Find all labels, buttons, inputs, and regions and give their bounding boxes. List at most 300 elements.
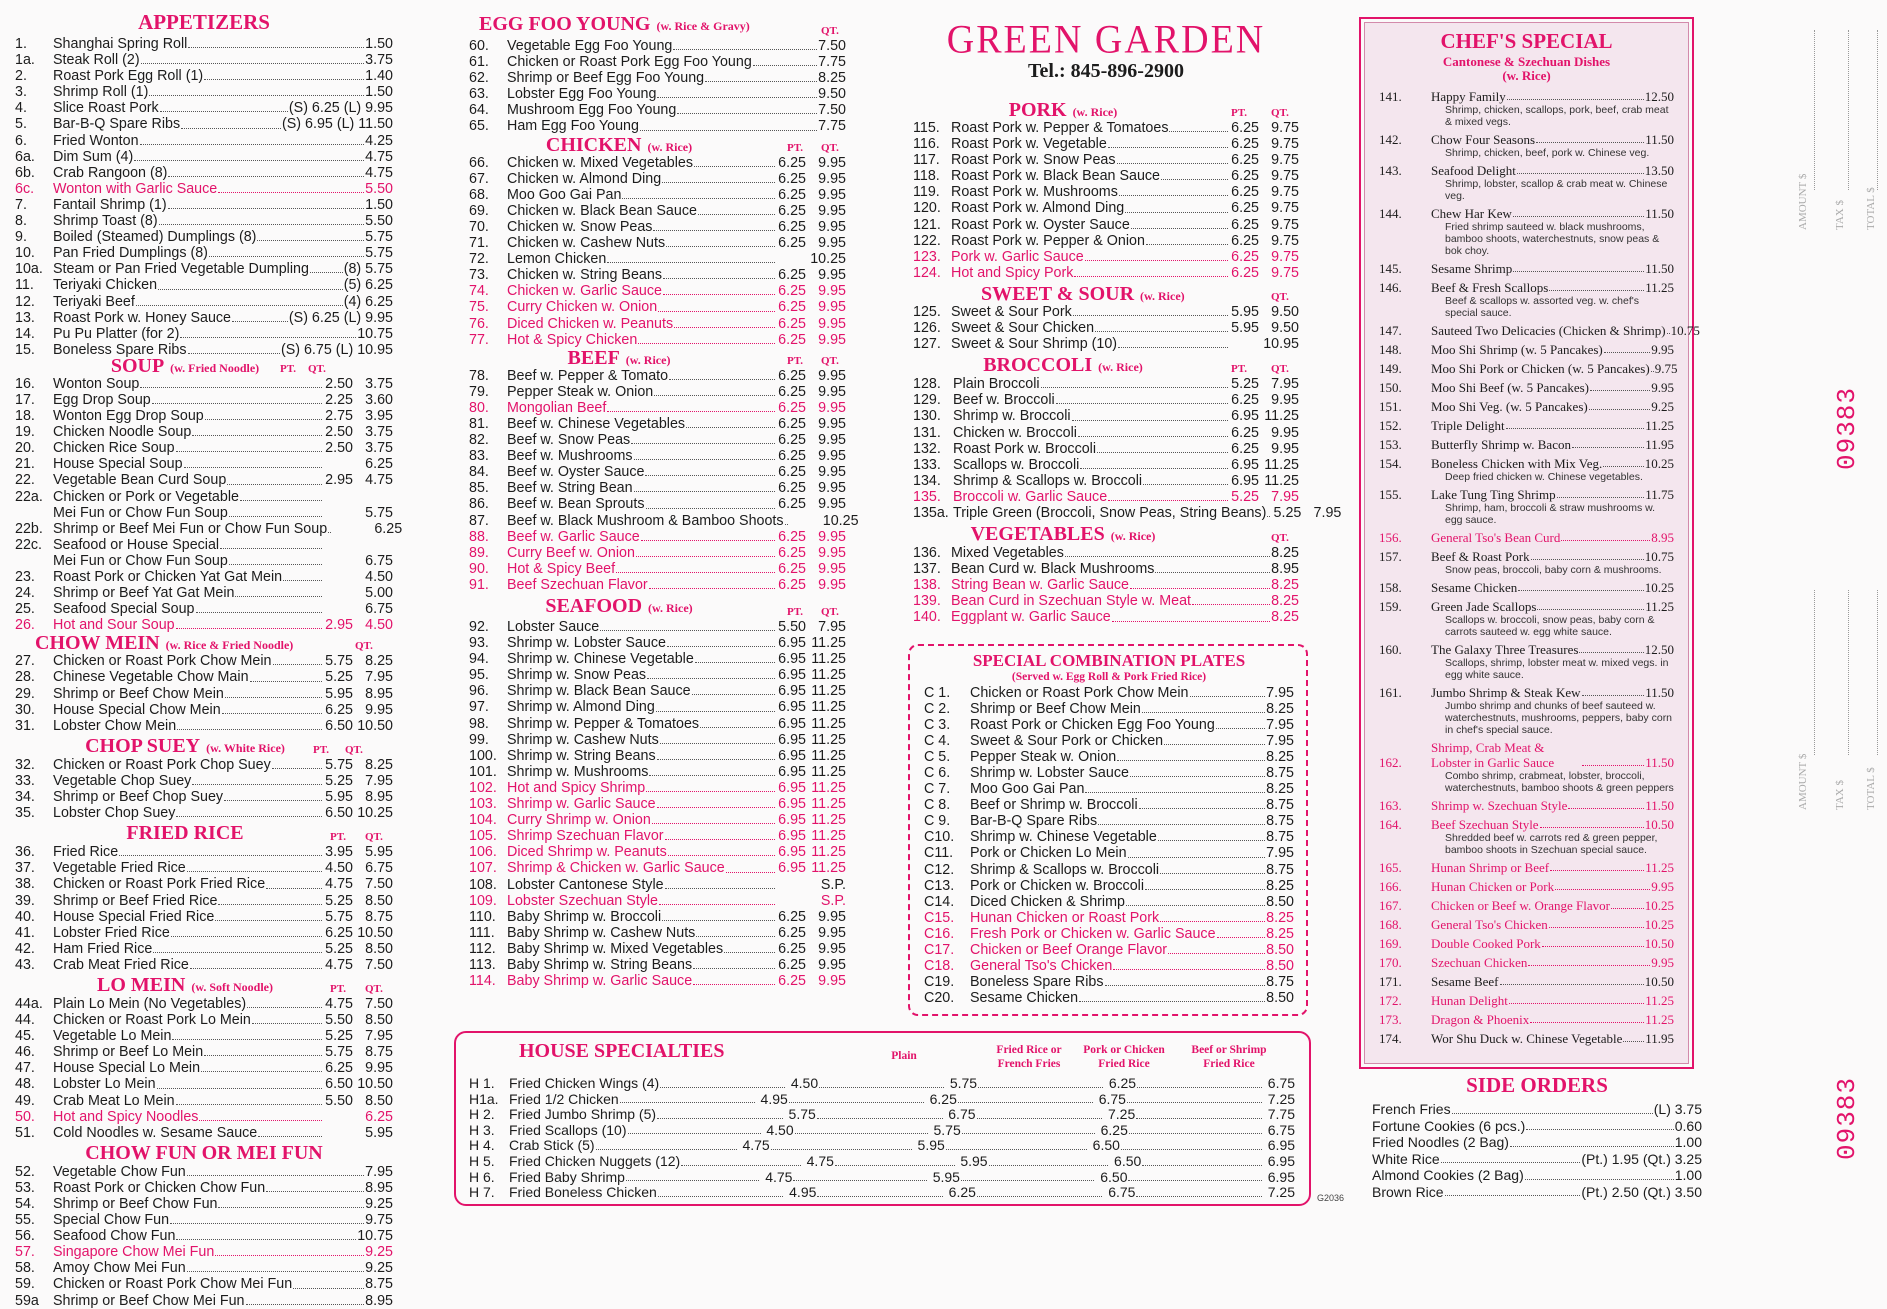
menu-item: C 5. Pepper Steak w. Onion 8.25 [924, 748, 1294, 765]
menu-item: 132. Roast Pork w. Broccoli 6.25 9.95 [913, 440, 1299, 457]
menu-item: 1. Shanghai Spring Roll 1.50 [15, 36, 393, 52]
menu-item: 94. Shrimp w. Chinese Vegetable 6.95 11.25 [469, 651, 846, 668]
menu-item: 149. Moo Shi Pork or Chicken (w. 5 Pancakes) 9.75 [1379, 361, 1678, 376]
menu-item: 160. The Galaxy Three Treasures 12.50 [1379, 642, 1674, 657]
leader-dots [1531, 559, 1644, 560]
menu-item: 79. Pepper Steak w. Onion 6.25 9.95 [469, 383, 846, 400]
menu-item: 116. Roast Pork w. Vegetable 6.25 9.75 [913, 136, 1299, 153]
side-orders-title: SIDE ORDERS [1466, 1073, 1608, 1097]
menu-item: 42. Ham Fried Rice 5.25 8.50 [15, 940, 393, 957]
leader-dots [293, 1288, 364, 1289]
section-title-soup: SOUP (w. Fried Noodle) PT. QT. [110, 354, 326, 377]
leader-dots [631, 443, 775, 444]
restaurant-phone: Tel.: 845-896-2900 [1028, 60, 1184, 82]
leader-dots [1506, 428, 1645, 429]
menu-item: 54. Shrimp or Beef Chow Fun 9.25 [15, 1196, 393, 1212]
menu-item: 162. Shrimp, Crab Meat & Lobster in Garlic Sauce 11.50 [1379, 740, 1674, 770]
leader-dots [1190, 696, 1266, 697]
menu-item: 38. Chicken or Roast Pork Fried Rice 4.75 7.50 [15, 876, 393, 893]
menu-item: 43. Crab Meat Fried Rice 4.75 7.50 [15, 956, 393, 973]
menu-item-description: Shrimp, ham, broccoli & straw mushrooms w. egg sauce. [1445, 502, 1656, 526]
leader-dots [136, 305, 343, 306]
menu-item: 10. Pan Fried Dumplings (8) 5.75 [15, 245, 393, 262]
menu-item: 152. Triple Delight 11.25 [1379, 418, 1674, 433]
leader-dots [232, 321, 288, 322]
serial-number-2: 09383 [1832, 1076, 1862, 1160]
menu-item: 51. Cold Noodles w. Sesame Sauce 5.95 [15, 1124, 393, 1141]
menu-item: 120. Roast Pork w. Almond Ding 6.25 9.75 [913, 200, 1299, 217]
leader-dots [1113, 969, 1265, 970]
menu-item: 140. Eggplant w. Garlic Sauce 8.25 [913, 609, 1299, 626]
combination-subtitle: (Served w. Egg Roll & Pork Fried Rice) [1011, 670, 1207, 683]
leader-dots [187, 871, 322, 872]
menu-item: 11. Teriyaki Chicken (5) 6.25 [15, 277, 393, 294]
lo-mein-list [15, 996, 393, 1141]
leader-dots [674, 327, 775, 328]
leader-dots [190, 968, 322, 969]
leader-dots [1561, 540, 1650, 541]
menu-item: 22. Vegetable Bean Curd Soup 2.95 4.75 [15, 472, 393, 489]
leader-dots [693, 968, 775, 969]
menu-item: 143. Seafood Delight 13.50 [1379, 163, 1674, 178]
menu-item: 71. Chicken w. Cashew Nuts 6.25 9.95 [469, 235, 846, 252]
menu-item: 131. Chicken w. Broccoli 6.25 9.95 [913, 424, 1299, 441]
menu-item: 74. Chicken w. Garlic Sauce 6.25 9.95 [469, 283, 846, 300]
leader-dots [168, 208, 365, 209]
leader-dots [141, 63, 365, 64]
leader-dots [119, 855, 322, 856]
leader-dots [1098, 824, 1265, 825]
menu-item-description: Shrimp, chicken, beef, pork w. Chinese veg. [1445, 147, 1650, 159]
leader-dots [724, 952, 775, 953]
leader-dots [640, 130, 817, 131]
leader-dots [1611, 908, 1644, 909]
menu-item: 32. Chicken or Roast Pork Chop Suey 5.75 8.25 [15, 756, 393, 773]
leader-dots [1537, 609, 1644, 610]
leader-dots [218, 904, 322, 905]
leader-dots [1513, 216, 1644, 217]
leader-dots [1513, 271, 1644, 272]
menu-item: 121. Roast Pork w. Oyster Sauce 6.25 9.75 [913, 216, 1299, 233]
leader-dots [328, 532, 331, 533]
menu-item: 166. Hunan Chicken or Pork 9.95 [1379, 879, 1674, 894]
menu-item: 5. Bar-B-Q Spare Ribs (S) 6.95 (L) 11.50 [15, 116, 393, 133]
menu-item-description: Scallops w. broccoli, snow peas, baby corn & carrots sauteed w. egg white sauce. [1445, 614, 1655, 638]
leader-dots [600, 630, 775, 631]
menu-item: 87. Beef w. Black Mushroom & Bamboo Shoots 10.25 [469, 512, 859, 529]
leader-dots [1136, 1118, 1262, 1119]
menu-item: 12. Teriyaki Beef (4) 6.25 [15, 293, 393, 310]
menu-item: 167. Chicken or Beef w. Orange Flavor 10.25 [1379, 898, 1674, 913]
serial-number-1: 09383 [1832, 386, 1862, 470]
leader-dots [1095, 331, 1228, 332]
menu-item: 80. Mongolian Beef 6.25 9.95 [469, 399, 846, 416]
leader-dots [653, 230, 775, 231]
menu-item: C18. General Tso's Chicken 8.50 [924, 958, 1294, 975]
leader-dots [700, 727, 775, 728]
leader-dots [188, 353, 280, 354]
leader-dots [638, 343, 775, 344]
leader-dots [1579, 652, 1643, 653]
menu-item: 148. Moo Shi Shrimp (w. 5 Pancakes) 9.95 [1379, 342, 1674, 357]
leader-dots [1073, 315, 1228, 316]
menu-item-description: Scallops, shrimp, lobster meat w. mixed vegs. in egg white sauce. [1445, 657, 1669, 681]
leader-dots [1542, 946, 1644, 947]
menu-item: C15. Hunan Chicken or Roast Pork 8.25 [924, 909, 1294, 926]
leader-dots [793, 1180, 927, 1181]
leader-dots [668, 855, 775, 856]
leader-dots [1079, 1001, 1265, 1002]
sweet-sour-list [913, 304, 1299, 352]
leader-dots [215, 1255, 364, 1256]
combination-title: SPECIAL COMBINATION PLATES [972, 650, 1246, 670]
menu-item: 22c. Seafood or House Special [15, 537, 393, 553]
menu-item: 126. Sweet & Sour Chicken 5.95 9.50 [913, 320, 1299, 337]
leader-dots [1536, 142, 1644, 143]
menu-item-description: Combo shrimp, crabmeat, lobster, broccoli, waterchestnuts, bamboo shoots & green peppers [1445, 770, 1674, 794]
menu-item: 61. Chicken or Roast Pork Egg Foo Young 7.75 [469, 54, 846, 71]
menu-item: 60. Vegetable Egg Foo Young 7.50 [469, 38, 846, 54]
menu-item: C 7. Moo Goo Gai Pan 8.25 [924, 781, 1294, 798]
leader-dots [180, 337, 356, 338]
leader-dots [220, 548, 322, 549]
leader-dots [1164, 744, 1265, 745]
leader-dots [695, 662, 775, 663]
menu-item: 122. Roast Pork w. Pepper & Onion 6.25 9.75 [913, 232, 1299, 249]
leader-dots [817, 1196, 943, 1197]
leader-dots [176, 1104, 322, 1105]
amount-line-2 [1814, 590, 1815, 755]
leader-dots [958, 1102, 1093, 1103]
menu-item: 55. Special Chow Fun 9.75 [15, 1212, 393, 1229]
menu-item: 91. Beef Szechuan Flavor 6.25 9.95 [469, 576, 846, 593]
leader-dots [1441, 1162, 1581, 1163]
leader-dots [645, 475, 775, 476]
leader-dots [196, 612, 323, 613]
leader-dots [1136, 1196, 1262, 1197]
soup-list [15, 375, 403, 634]
menu-item: 145. Sesame Shrimp 11.50 [1379, 261, 1674, 276]
section-title-lo-mein: LO MEIN (w. Soft Noodle) PT. QT. [96, 973, 383, 996]
leader-dots [660, 1087, 785, 1088]
menu-item: 123. Pork w. Garlic Sauce 6.25 9.75 [913, 248, 1299, 265]
leader-dots [1550, 870, 1644, 871]
tax-line-2 [1848, 590, 1849, 755]
menu-item-description: Fried shrimp sauteed w. black mushrooms, bamboo shoots, waterchestnuts, snow peas & bok choy. [1445, 221, 1660, 257]
menu-item: 75. Curry Chicken w. Onion 6.25 9.95 [469, 299, 846, 316]
menu-item: 111. Baby Shrimp w. Cashew Nuts 6.25 9.95 [469, 924, 846, 941]
leader-dots [659, 904, 775, 905]
menu-item: 90. Hot & Spicy Beef 6.25 9.95 [469, 560, 846, 577]
leader-dots [658, 1196, 784, 1197]
house-col-fries: Fried Rice or French Fries [996, 1044, 1062, 1070]
menu-item: 34. Shrimp or Beef Chop Suey 5.95 8.95 [15, 789, 393, 806]
leader-dots [1130, 588, 1270, 589]
menu-item: French Fries (L) 3.75 [1372, 1101, 1702, 1117]
leader-dots [1568, 808, 1644, 809]
leader-dots [693, 984, 775, 985]
leader-dots [626, 1180, 760, 1181]
menu-item: 161. Jumbo Shrimp & Steak Kew 11.50 [1379, 685, 1674, 700]
menu-item: 53. Roast Pork or Chicken Chow Fun 8.95 [15, 1179, 393, 1196]
leader-dots [1509, 1003, 1644, 1004]
leader-dots [1651, 371, 1654, 372]
menu-item: 173. Dragon & Phoenix 11.25 [1379, 1012, 1674, 1027]
menu-item: Mei Fun or Chow Fun Soup 5.75 [53, 504, 393, 521]
leader-dots [1555, 889, 1650, 890]
total-label-1: TOTAL $ [1865, 187, 1877, 230]
menu-item: 144. Chew Har Kew 11.50 [1379, 206, 1674, 221]
leader-dots [1105, 985, 1266, 986]
leader-dots [1528, 965, 1650, 966]
leader-dots [160, 111, 288, 112]
menu-item: 142. Chow Four Seasons 11.50 [1379, 132, 1674, 147]
leader-dots [176, 816, 322, 817]
leader-dots [1108, 147, 1228, 148]
beef-list [469, 367, 859, 593]
leader-dots [662, 182, 775, 183]
tax-label-2: TAX $ [1834, 780, 1846, 810]
menu-item: H 7. Fried Boneless Chicken 4.95 6.25 6.75 7.25 [469, 1184, 1295, 1201]
menu-item: 101. Shrimp w. Mushrooms 6.95 11.25 [469, 763, 846, 780]
leader-dots [1217, 937, 1266, 938]
leader-dots [646, 508, 776, 509]
leader-dots [785, 524, 788, 525]
menu-item: 154. Boneless Chicken with Mix Veg. 10.25 [1379, 456, 1674, 471]
leader-dots [229, 564, 322, 565]
menu-item: 65. Ham Egg Foo Young 7.75 [469, 118, 846, 135]
leader-dots [657, 807, 775, 808]
leader-dots [977, 1118, 1103, 1119]
menu-item: 21. House Special Soup 6.25 [15, 456, 393, 473]
menu-item: 6c. Wonton with Garlic Sauce 5.50 [15, 180, 393, 197]
menu-item-description: Shredded beef w. carrots red & green pepper, bamboo shoots in Szechuan special sauce. [1445, 832, 1658, 856]
leader-dots [168, 176, 364, 177]
menu-item: 6a. Dim Sum (4) 4.75 [15, 148, 393, 165]
menu-item: 88. Beef w. Garlic Sauce 6.25 9.95 [469, 528, 846, 545]
menu-item: 93. Shrimp w. Lobster Sauce 6.95 11.25 [469, 635, 846, 652]
menu-item: 135a. Triple Green (Broccoli, Snow Peas, String Beans) 5.25 7.95 [913, 504, 1342, 521]
leader-dots [1112, 621, 1270, 622]
leader-dots [649, 588, 775, 589]
menu-item: 41. Lobster Fried Rice 6.25 10.50 [15, 924, 393, 941]
leader-dots [246, 1304, 365, 1305]
menu-item: 84. Beef w. Oyster Sauce 6.25 9.95 [469, 464, 846, 481]
leader-dots [1603, 466, 1643, 467]
section-title-chow-mein: CHOW MEIN (w. Rice & Fried Noodle) QT. [35, 632, 373, 655]
menu-item: 115. Roast Pork w. Pepper & Tomatoes 6.25 9.75 [913, 120, 1299, 136]
leader-dots [250, 681, 322, 682]
leader-dots [187, 1175, 364, 1176]
leader-dots [646, 791, 775, 792]
leader-dots [209, 256, 364, 257]
menu-item: 134. Shrimp & Scallops w. Broccoli 6.95 11.25 [913, 472, 1299, 489]
menu-item: 52. Vegetable Chow Fun 7.95 [15, 1163, 393, 1180]
leader-dots [1085, 792, 1265, 793]
pork-list [913, 120, 1299, 281]
leader-dots [978, 1087, 1103, 1088]
house-specialties-box [454, 1031, 1311, 1206]
section-title-pork: PORK (w. Rice) PT. QT. [1008, 99, 1289, 121]
leader-dots [158, 289, 343, 290]
menu-item: 141. Happy Family 12.50 [1379, 89, 1674, 104]
leader-dots [140, 144, 365, 145]
seafood-list [469, 619, 846, 989]
menu-item: 104. Curry Shrimp w. Onion 6.95 11.25 [469, 812, 846, 829]
house-col-pork: Pork or Chicken Fried Rice [1083, 1044, 1165, 1070]
leader-dots [1525, 1179, 1674, 1180]
leader-dots [705, 81, 817, 82]
leader-dots [187, 1271, 364, 1272]
leader-dots [694, 166, 775, 167]
menu-item: 44a. Plain Lo Mein (No Vegetables) 4.75 7.50 [15, 995, 393, 1012]
menu-item: C 2. Shrimp or Beef Chow Mein 8.25 [924, 700, 1294, 717]
menu-item: 146. Beef & Fresh Scallops 11.25 [1379, 280, 1674, 295]
leader-dots [652, 823, 775, 824]
chefs-special-title: CHEF'S SPECIAL [1440, 29, 1613, 53]
menu-item: 147. Sauteed Two Delicacies (Chicken & Shrimp) 10.75 [1379, 323, 1700, 338]
leader-dots [656, 711, 775, 712]
menu-item: 114. Baby Shrimp w. Garlic Sauce 6.25 9.95 [469, 973, 846, 990]
total-label-2: TOTAL $ [1865, 767, 1877, 810]
leader-dots [181, 128, 281, 129]
leader-dots [662, 920, 775, 921]
leader-dots [647, 678, 775, 679]
leader-dots [170, 1223, 364, 1224]
menu-item: 73. Chicken w. String Beans 6.25 9.95 [469, 267, 846, 284]
amount-label-2: AMOUNT $ [1797, 753, 1809, 810]
house-specialties-list [469, 1076, 1295, 1201]
menu-item-description: Shrimp, lobster, scallop & crab meat w. Chinese veg. [1445, 178, 1668, 202]
leader-dots [663, 294, 775, 295]
leader-dots [1125, 212, 1228, 213]
menu-item: 4. Slice Roast Pork (S) 6.25 (L) 9.95 [15, 100, 393, 117]
menu-item: C11. Pork or Chicken Lo Mein 7.95 [924, 845, 1294, 862]
menu-item: C16. Fresh Pork or Chicken w. Garlic Sauce 8.25 [924, 925, 1294, 942]
leader-dots [240, 500, 322, 501]
menu-item: 31. Lobster Chow Mein 6.50 10.50 [15, 717, 393, 734]
leader-dots [192, 435, 322, 436]
leader-dots [205, 419, 322, 420]
leader-dots [1097, 452, 1228, 453]
leader-dots [1158, 840, 1265, 841]
leader-dots [1549, 290, 1644, 291]
menu-item: 159. Green Jade Scallops 11.25 [1379, 599, 1674, 614]
menu-item: 103. Shrimp w. Garlic Sauce 6.95 11.25 [469, 796, 846, 813]
leader-dots [596, 1149, 737, 1150]
menu-item: 89. Curry Beef w. Onion 6.25 9.95 [469, 544, 846, 561]
house-col-beef: Beef or Shrimp Fried Rice [1191, 1044, 1267, 1070]
leader-dots [1121, 1149, 1262, 1150]
menu-item: 76. Diced Chicken w. Peanuts 6.25 9.95 [469, 315, 846, 332]
menu-item-description: Snow peas, broccoli, baby corn & mushrooms. [1445, 564, 1662, 576]
print-code: G2036 [1317, 1193, 1345, 1203]
menu-item: 59a Shrimp or Beef Chow Mei Fun 8.95 [15, 1292, 393, 1309]
menu-item: 95. Shrimp w. Snow Peas 6.95 11.25 [469, 667, 846, 684]
combination-box [908, 644, 1308, 1017]
leader-dots [1540, 827, 1644, 828]
menu-item: 107. Shrimp & Chicken w. Garlic Sauce 6.95 11.25 [469, 860, 846, 877]
restaurant-logo: GREEN GARDEN [946, 18, 1266, 63]
column-2 [469, 0, 859, 990]
menu-item: 39. Shrimp or Beef Fried Rice 5.25 8.50 [15, 892, 393, 909]
menu-item: 18. Wonton Egg Drop Soup 2.75 3.95 [15, 408, 393, 425]
menu-item: 70. Chicken w. Snow Peas 6.25 9.95 [469, 218, 846, 235]
leader-dots [819, 1087, 944, 1088]
leader-dots [310, 272, 343, 273]
menu-item: 158. Sesame Chicken 10.25 [1379, 580, 1674, 595]
leader-dots [134, 160, 364, 161]
leader-dots [1117, 163, 1229, 164]
leader-dots [1589, 409, 1651, 410]
menu-item: 151. Moo Shi Veg. (w. 5 Pancakes) 9.25 [1379, 399, 1674, 414]
leader-dots [1128, 857, 1266, 858]
leader-dots [795, 1133, 928, 1134]
menu-item: H 5. Fried Chicken Nuggets (12) 4.75 5.95 6.50 6.95 [469, 1152, 1295, 1169]
leader-dots [607, 411, 775, 412]
section-title-chow-fun: CHOW FUN OR MEI FUN [85, 1141, 323, 1164]
menu-item: 124. Hot and Spicy Pork 6.25 9.75 [913, 264, 1299, 281]
leader-dots [628, 1133, 761, 1134]
column-1 [15, 0, 403, 1309]
leader-dots [657, 759, 775, 760]
chefs-special-subtitle-2: (w. Rice) [1502, 68, 1551, 83]
leader-dots [649, 775, 775, 776]
menu-item: 109. Lobster Szechuan Style S.P. [469, 892, 846, 909]
menu-item: 171. Sesame Beef 10.50 [1379, 974, 1674, 989]
menu-item: 165. Hunan Shrimp or Beef 11.25 [1379, 860, 1674, 875]
menu-item: H 6. Fried Baby Shrimp 4.75 5.95 6.50 6.95 [469, 1168, 1295, 1185]
side-orders-list [1372, 1101, 1702, 1200]
leader-dots [1526, 1129, 1673, 1130]
chefs-special-panel [1359, 17, 1700, 1069]
menu-item: 150. Moo Shi Beef (w. 5 Pancakes) 9.95 [1379, 380, 1674, 395]
menu-item: 59. Chicken or Roast Pork Chow Mei Fun 8.75 [15, 1276, 393, 1293]
menu-item: 96. Shrimp w. Black Bean Sauce 6.95 11.25 [469, 683, 846, 700]
menu-item: 106. Diced Shrimp w. Peanuts 6.95 11.25 [469, 844, 846, 861]
leader-dots [962, 1133, 1095, 1134]
leader-dots [1500, 984, 1644, 985]
menu-item: 92. Lobster Sauce 5.50 7.95 [469, 619, 846, 635]
chicken-list [469, 155, 846, 348]
menu-item: 130. Shrimp w. Broccoli 6.95 11.25 [913, 408, 1299, 425]
menu-item: 28. Chinese Vegetable Chow Main 5.25 7.95 [15, 669, 393, 686]
leader-dots [1445, 1195, 1581, 1196]
menu-item: 29. Shrimp or Beef Chow Mein 5.95 8.95 [15, 685, 393, 702]
leader-dots [1168, 953, 1265, 954]
menu-item: Fortune Cookies (6 pcs.) 0.60 [1372, 1117, 1702, 1134]
menu-item: 86. Beef w. Bean Sprouts 6.25 9.95 [469, 496, 846, 513]
menu-item: 23. Roast Pork or Chicken Yat Gat Mein 4.50 [15, 569, 393, 585]
menu-item: 78. Beef w. Pepper & Tomato 6.25 9.95 [469, 367, 846, 384]
menu-item: C19. Boneless Spare Ribs 8.75 [924, 974, 1294, 991]
menu-item: 58. Amoy Chow Mei Fun 9.25 [15, 1260, 393, 1277]
chefs-special-inner [1364, 22, 1700, 1064]
menu-item: C17. Chicken or Beef Orange Flavor 8.50 [924, 942, 1294, 959]
menu-item: 156. General Tso's Bean Curd 8.95 [1379, 530, 1674, 545]
leader-dots [658, 311, 775, 312]
leader-dots [1065, 556, 1270, 557]
menu-item: H 4. Crab Stick (5) 4.75 5.95 6.50 6.95 [469, 1137, 1296, 1154]
menu-item: 10a. Steam or Pan Fried Vegetable Dumpling (8) 5.75 [15, 261, 393, 278]
menu-item: 20. Chicken Rice Soup 2.50 3.75 [15, 440, 393, 457]
leader-dots [660, 743, 775, 744]
menu-item: 100. Shrimp w. String Beans 6.95 11.25 [469, 747, 846, 764]
menu-item: 68. Moo Goo Gai Pan 6.25 9.95 [469, 186, 846, 203]
menu-item: C 9. Bar-B-Q Spare Ribs 8.75 [924, 813, 1294, 830]
menu-item: 14. Pu Pu Platter (for 2) 10.75 [15, 325, 393, 342]
leader-dots [252, 1023, 322, 1024]
